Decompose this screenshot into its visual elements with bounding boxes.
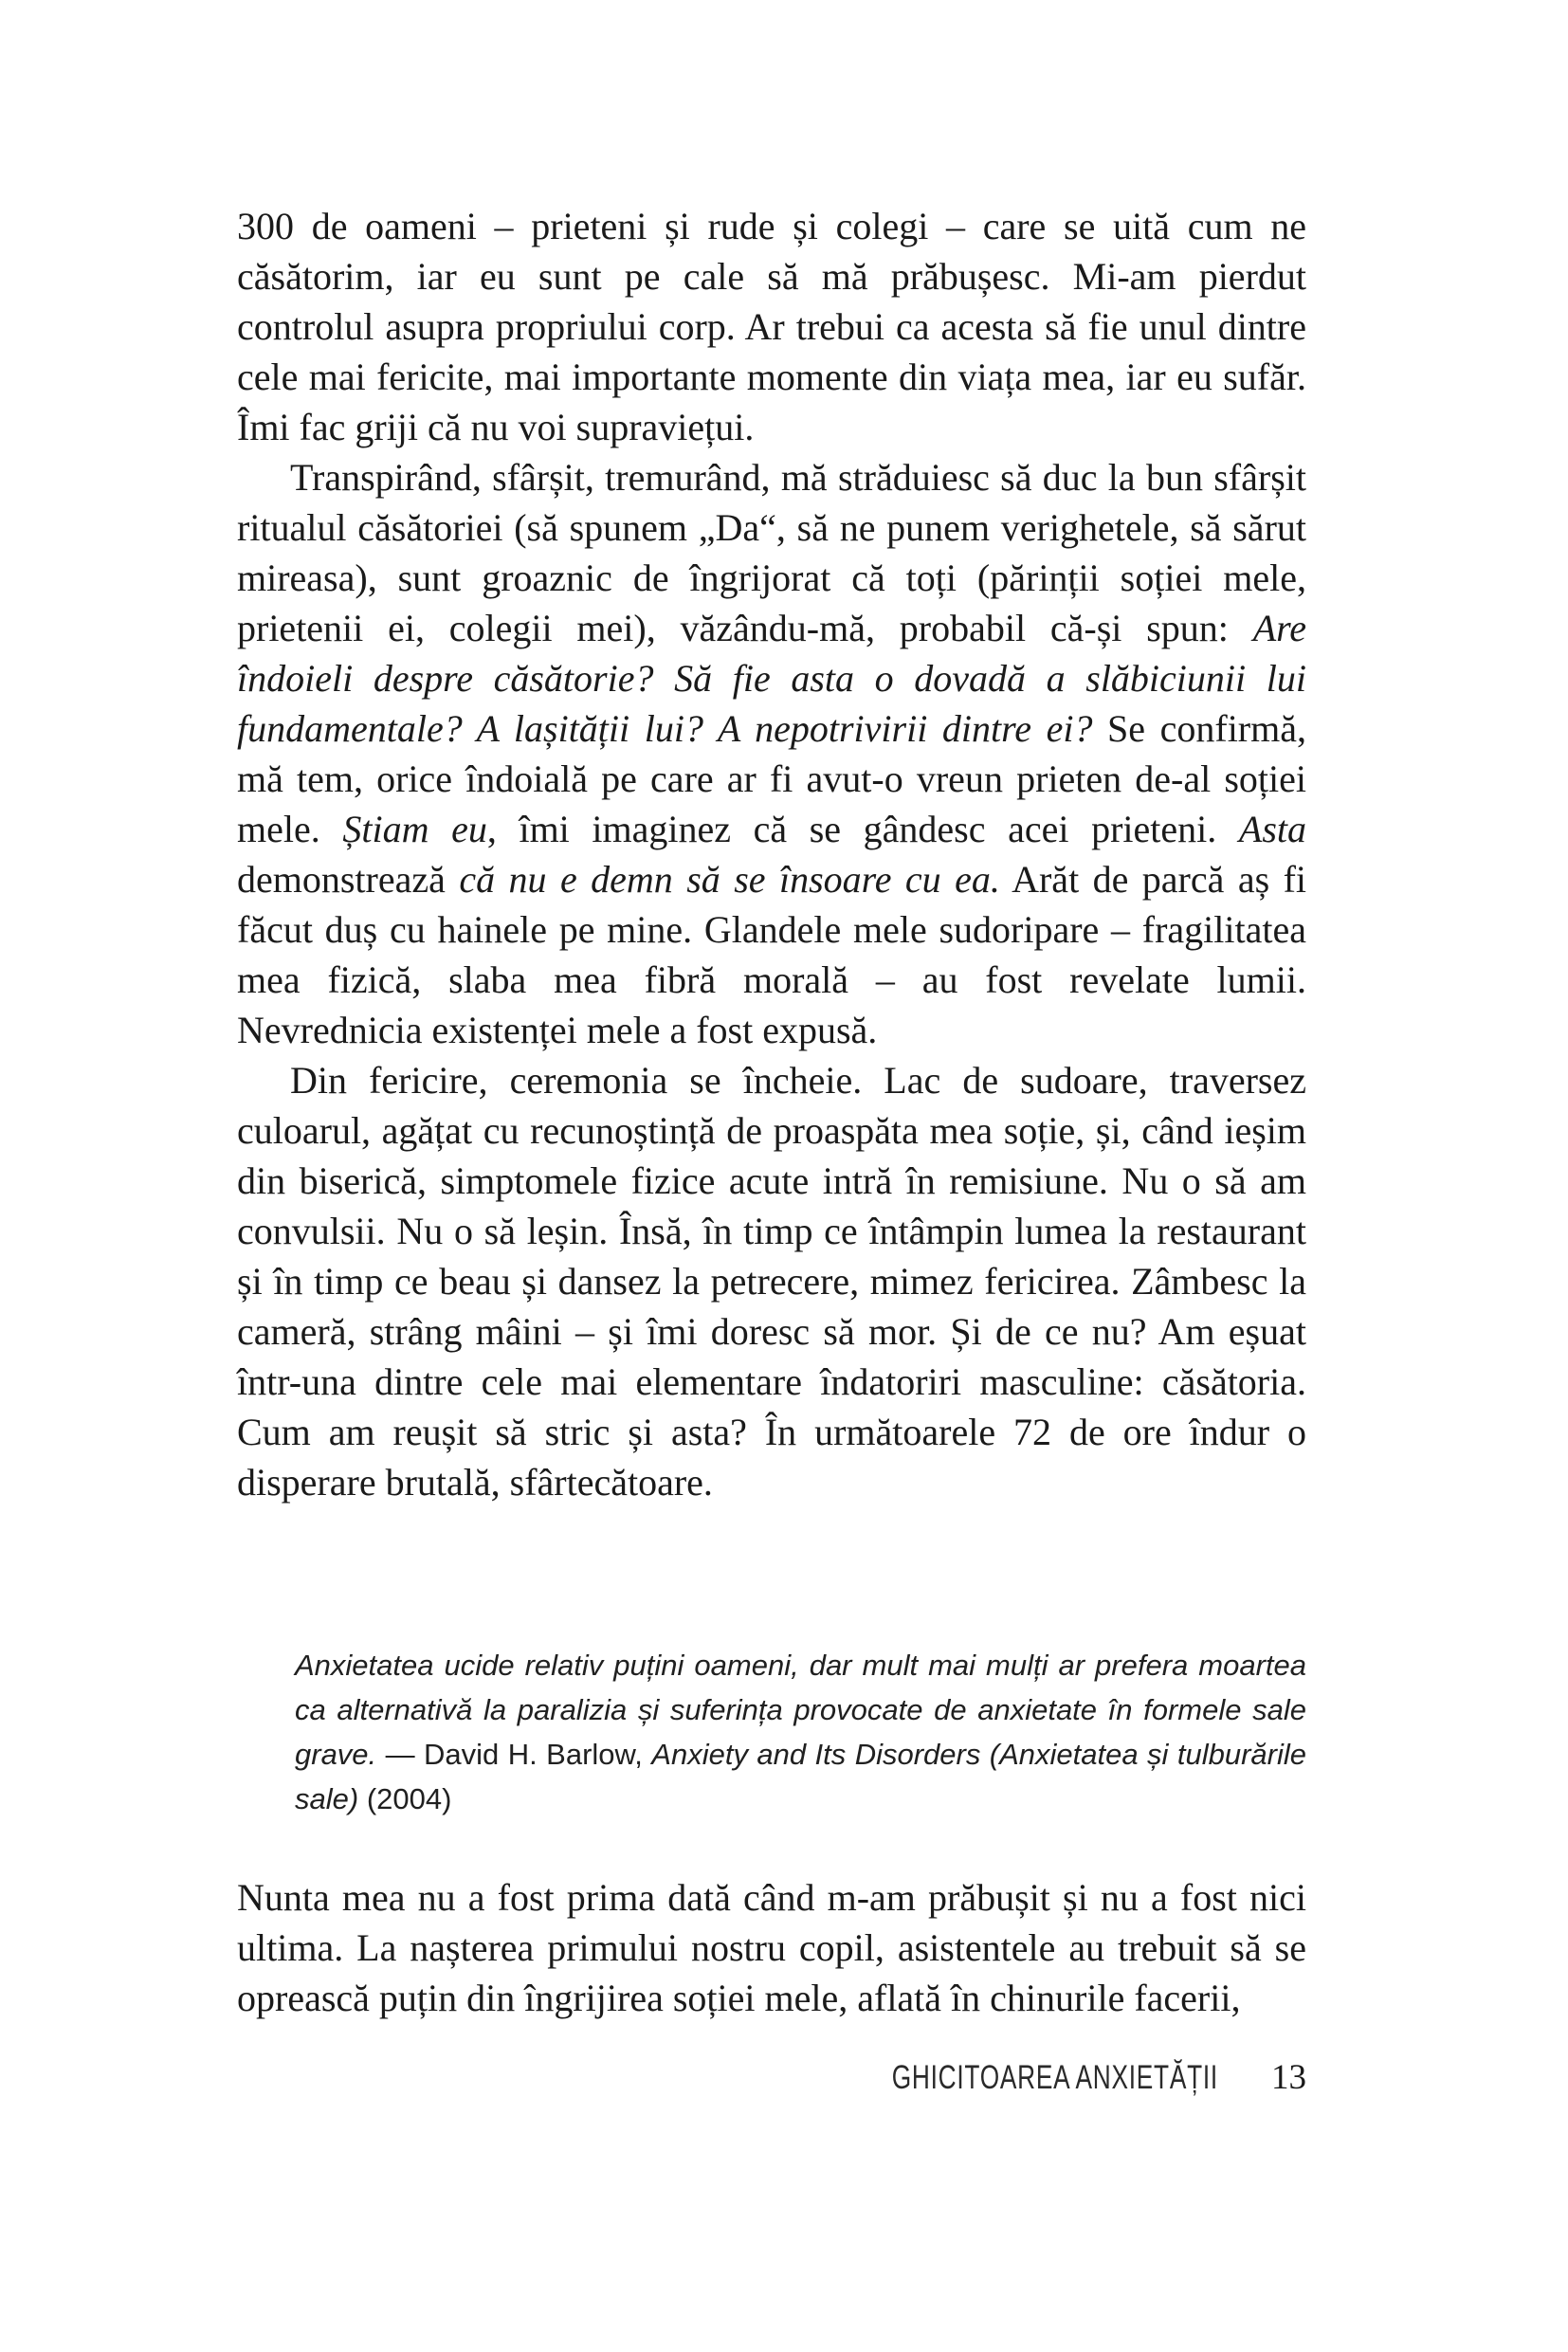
- body-text: [237, 201, 1306, 2023]
- text-run: — David H. Barlow,: [376, 1738, 652, 1771]
- text-run: Transpirând, sfârșit, tremurând, mă străduiesc să duc la bun sfârșit ritualul căsătoriei (să spunem „Da“, să ne punem verighetele, să sărut mireasa), sunt groaznic de îngrijorat că toți (părinții soției mele, prietenii ei, colegii mei), văzându-mă, probabil că-și spun:: [237, 456, 1306, 649]
- text-run: , îmi imaginez că se gândesc acei prieteni.: [486, 808, 1239, 850]
- page-footer: [783, 2057, 1306, 2098]
- epigraph-quote: [295, 1643, 1306, 1821]
- italic-text-run: Anxiety and Its Disorders: [651, 1738, 981, 1771]
- paragraph-4: [237, 1872, 1306, 2023]
- page-number: 13: [1271, 2058, 1306, 2097]
- italic-text-run: Anxietatea ucide relativ puțini oameni, dar mult mai mulți ar prefera moartea ca alternativă la paralizia și suferința provocate de anxietate în formele sale grave.: [295, 1649, 1306, 1771]
- paragraph-1: [237, 201, 1306, 452]
- italic-text-run: că nu e demn să se însoare cu ea.: [459, 858, 1000, 901]
- text-run: (2004): [358, 1782, 452, 1815]
- text-run: Arăt de parcă aș fi făcut duș cu hainele pe mine. Glandele mele sudoripare – fragilitatea mea fizică, slaba mea fibră morală – au fost revelate lumii. Nevrednicia existenței mele a fost expusă.: [237, 858, 1307, 1051]
- text-run: Nunta mea nu a fost prima dată când m-am prăbușit și nu a fost nici ultima. La nașterea primului nostru copil, asistentele au trebuit să se oprească puțin din îngrijirea soției mele, aflată în chinurile facerii,: [237, 1876, 1306, 2019]
- paragraph-2: [237, 452, 1306, 1055]
- italic-text-run: Știam eu: [342, 808, 487, 850]
- text-run: Se confirmă, mă tem, orice îndoială pe care ar fi avut-o vreun prieten de-al soției mele.: [237, 707, 1306, 850]
- text-run: [980, 1738, 989, 1771]
- paragraph-3: [237, 1055, 1306, 1507]
- text-run: 300 de oameni – prieteni și rude și colegi – care se uită cum ne căsătorim, iar eu sunt pe cale să mă prăbușesc. Mi-am pierdut controlul asupra propriului corp. Ar trebui ca acesta să fie unul dintre cele mai fericite, mai importante momente din viața mea, iar eu sufăr. Îmi fac griji că nu voi supraviețui.: [237, 205, 1306, 448]
- italic-text-run: Are îndoieli despre căsătorie? Să fie asta o dovadă a slăbiciunii lui fundamentale? A lașității lui? A nepotrivirii dintre ei?: [237, 607, 1306, 750]
- italic-text-run: (Anxietatea și tulburările sale): [295, 1738, 1306, 1815]
- text-run: demonstrează: [237, 858, 460, 901]
- running-head: GHICITOAREA ANXIETĂȚII: [891, 2059, 1218, 2096]
- italic-text-run: Asta: [1238, 808, 1307, 850]
- text-run: Din fericire, ceremonia se încheie. Lac de sudoare, traversez culoarul, agățat cu recunoștință de proaspăta mea soție, și, când ieșim din biserică, simptomele fizice acute intră în remisiune. Nu o să am convulsii. Nu o să leșin. Însă, în timp ce întâmpin lumea la restaurant și în timp ce beau și dansez la petrecere, mimez fericirea. Zâmbesc la cameră, strâng mâini – și îmi doresc să mor. Și de ce nu? Am eșuat într-una dintre cele mai elementare îndatoriri masculine: căsătoria. Cum am reușit să stric și asta? În următoarele 72 de ore îndur o disperare brutală, sfârtecătoare.: [237, 1059, 1306, 1504]
